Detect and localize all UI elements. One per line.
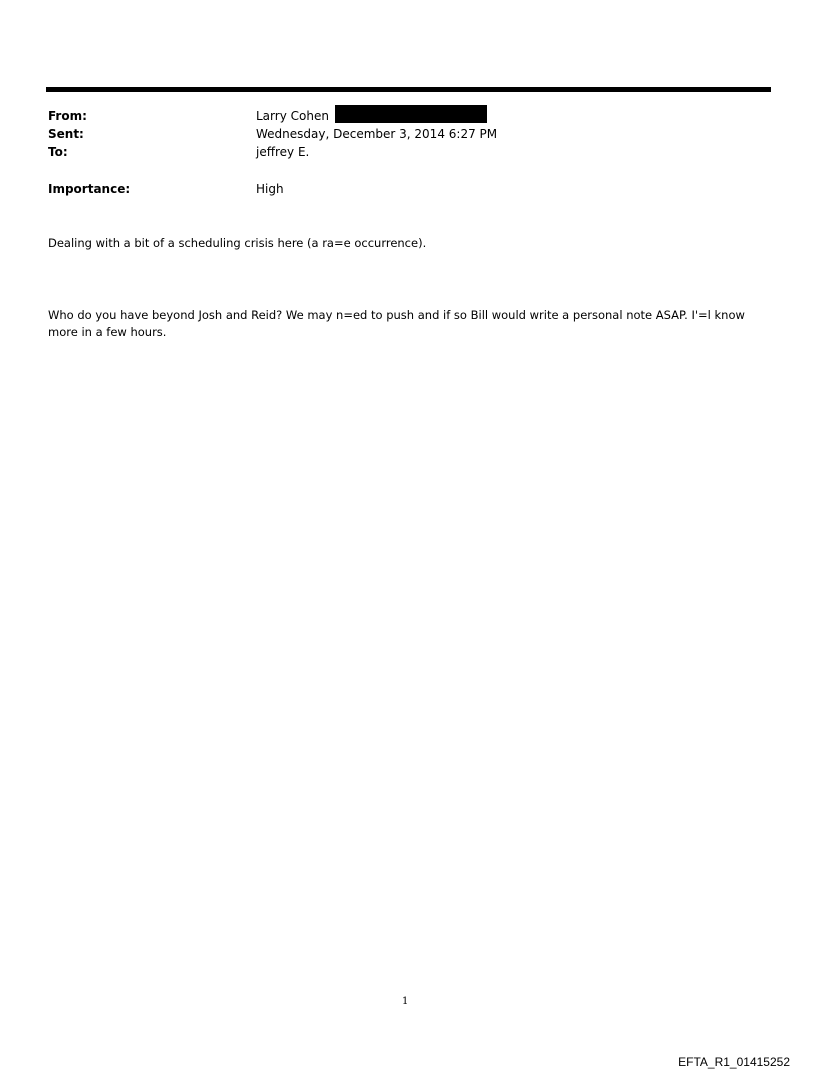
sent-value: Wednesday, December 3, 2014 6:27 PM xyxy=(256,127,498,141)
header-divider xyxy=(46,87,771,92)
from-label: From: xyxy=(48,109,87,123)
redaction-block xyxy=(335,105,487,123)
importance-value: High xyxy=(256,182,284,196)
from-value xyxy=(256,108,487,124)
to-value: jeffrey E. xyxy=(256,145,310,159)
sent-label: Sent: xyxy=(48,127,84,141)
page-number: 1 xyxy=(402,996,409,1007)
message-paragraph-1: Dealing with a bit of a scheduling crisis here (a ra=e occurrence). xyxy=(48,236,427,250)
to-label: To: xyxy=(48,145,68,159)
importance-label: Importance: xyxy=(48,182,131,196)
bates-number: EFTA_R1_01415252 xyxy=(678,1055,790,1069)
message-paragraph-2: Who do you have beyond Josh and Reid? We may n=ed to push and if so Bill would write a personal note ASAP. I'=l know more in a few hours. xyxy=(48,308,745,339)
sender-name: Larry Cohen xyxy=(256,109,329,123)
